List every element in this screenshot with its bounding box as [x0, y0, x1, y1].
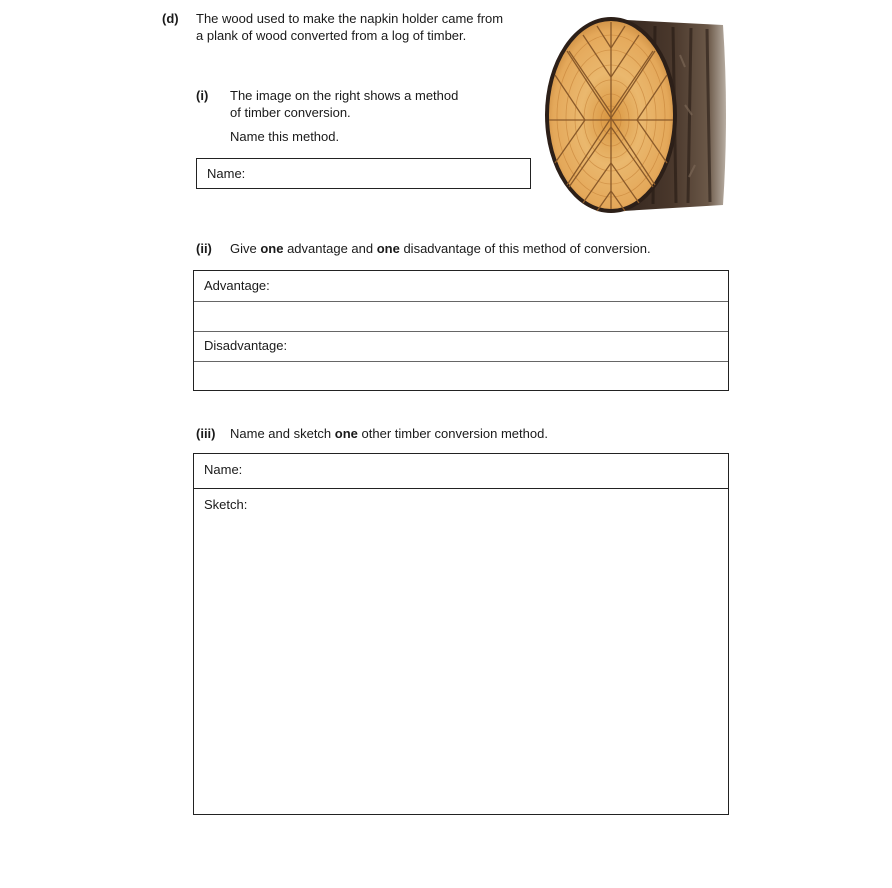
part-ii-text-mid: advantage and [283, 241, 377, 256]
sketch-area[interactable] [194, 489, 728, 814]
part-iii-instruction [230, 425, 548, 442]
part-ii-bold-one-a: one [260, 241, 284, 256]
part-iii-name-label: Name: [204, 462, 243, 477]
part-iii-text-post: other timber conversion method. [357, 426, 548, 441]
part-i-instruction: Name this method. [230, 129, 340, 144]
part-iii-label: (iii) [196, 426, 216, 441]
part-i-name-field[interactable] [196, 158, 531, 189]
part-ii-text-pre: Give [230, 241, 261, 256]
part-ii-bold-one-b: one [376, 241, 400, 256]
part-iii-bold-one: one [334, 426, 358, 441]
part-ii-label: (ii) [196, 241, 212, 256]
part-i-text-line2: of timber conversion. [230, 105, 351, 120]
disadvantage-answer-row[interactable] [194, 361, 728, 391]
part-iii-answer-box [193, 453, 729, 815]
part-iii-name-field[interactable] [194, 454, 728, 488]
timber-log-image [545, 15, 730, 215]
advantage-label-row[interactable] [194, 271, 728, 301]
part-i-label: (i) [196, 88, 209, 103]
part-iii-text-pre: Name and sketch [230, 426, 335, 441]
part-ii-instruction [230, 240, 651, 257]
advantage-answer-row[interactable] [194, 301, 728, 331]
question-d-text-line2: a plank of wood converted from a log of timber. [196, 28, 467, 43]
log-icon [545, 15, 730, 215]
disadvantage-label-row[interactable] [194, 331, 728, 361]
part-ii-answer-table [193, 270, 729, 391]
disadvantage-label: Disadvantage: [204, 338, 288, 353]
part-i-name-label: Name: [207, 166, 246, 181]
advantage-label: Advantage: [204, 278, 270, 293]
part-i-text-line1: The image on the right shows a method [230, 88, 459, 103]
question-d-text-line1: The wood used to make the napkin holder came from [196, 11, 504, 26]
question-label-d: (d) [162, 11, 179, 26]
part-ii-text-post: disadvantage of this method of conversion. [399, 241, 651, 256]
sketch-label: Sketch: [204, 497, 248, 512]
